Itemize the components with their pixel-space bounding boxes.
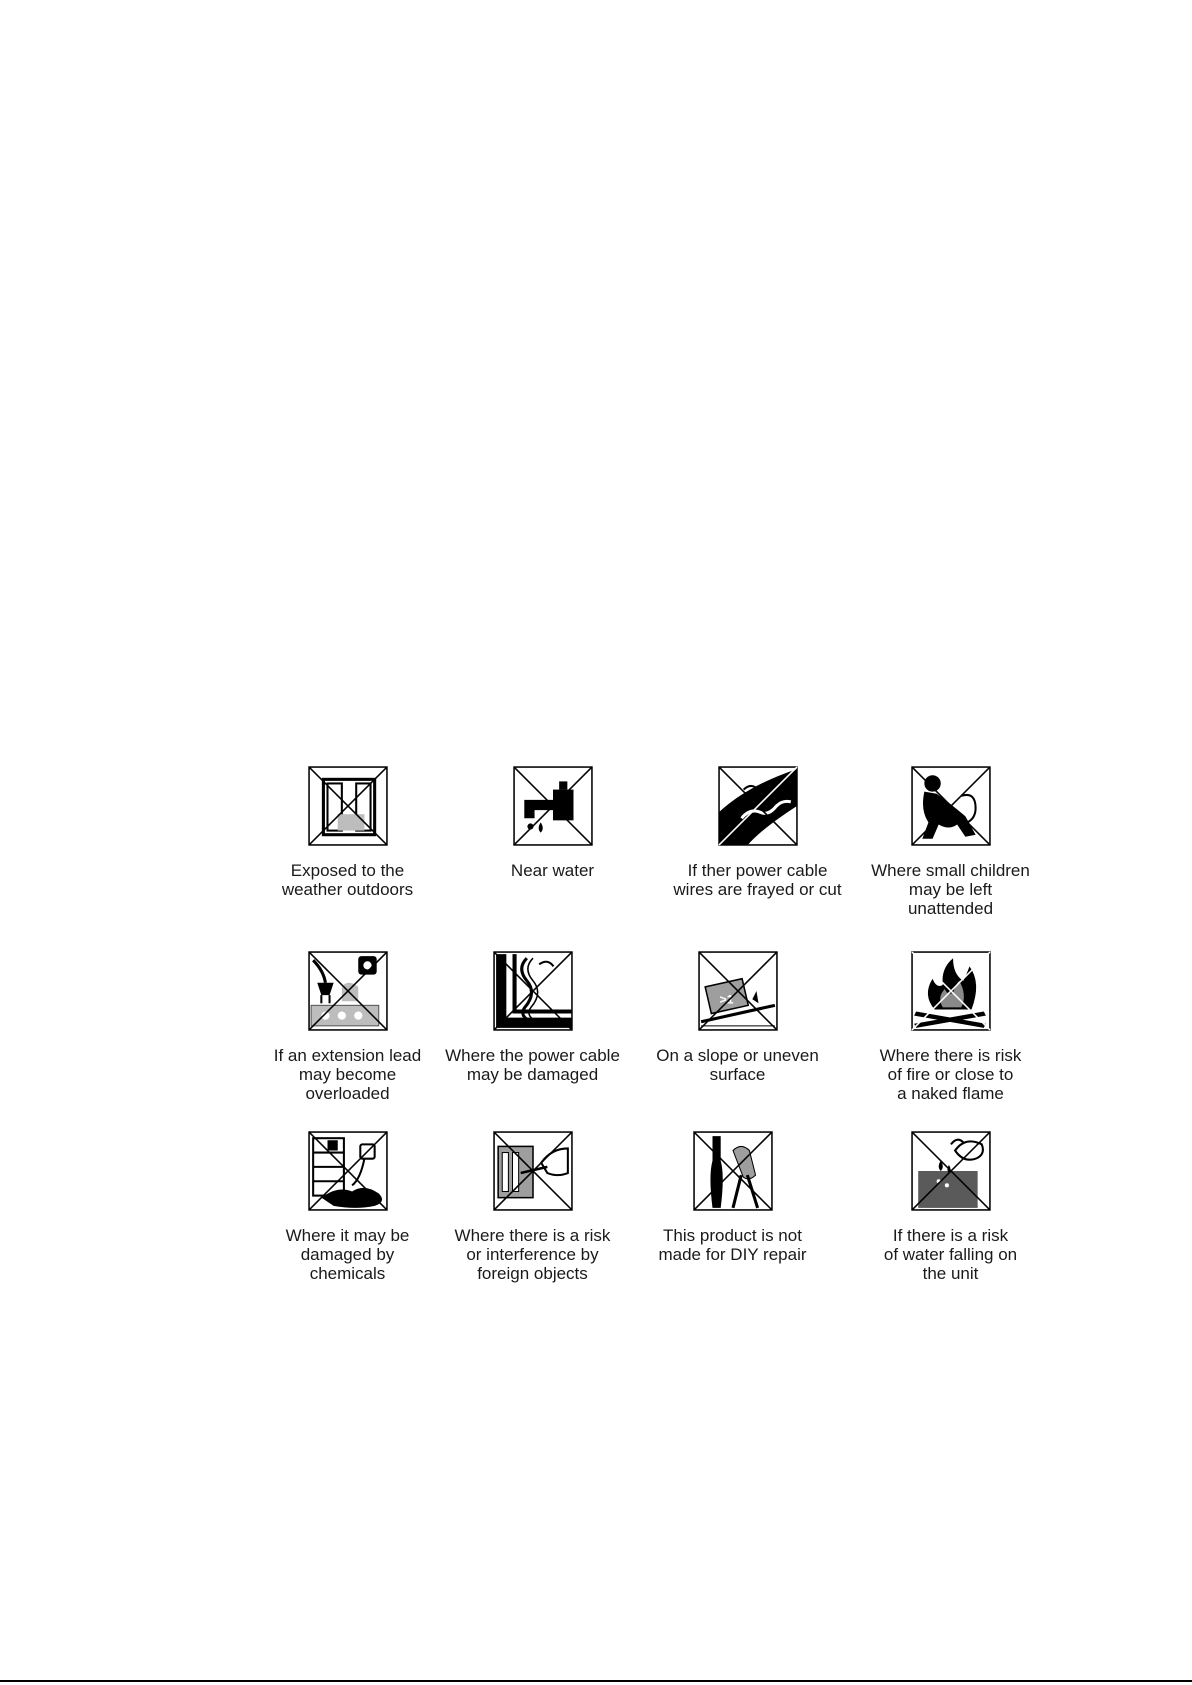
warning-item: Exposed to the weather outdoors	[250, 765, 445, 899]
damaged-cable-icon	[492, 950, 574, 1032]
svg-text:>1: >1	[719, 992, 734, 1007]
extension-lead-icon	[307, 950, 389, 1032]
warning-item: Where small children may be left unattended	[853, 765, 1048, 918]
chemicals-icon	[307, 1130, 389, 1212]
warning-item: If ther power cable wires are frayed or cut	[660, 765, 855, 899]
warning-item: Near water	[455, 765, 650, 880]
warning-item: Where the power cable may be damaged	[435, 950, 630, 1084]
warning-item: If an extension lead may become overloaded	[250, 950, 445, 1103]
slope-icon	[697, 950, 779, 1032]
warning-item: This product is not made for DIY repair	[635, 1130, 830, 1264]
window-icon	[307, 765, 389, 847]
child-icon	[910, 765, 992, 847]
tap-water-icon	[512, 765, 594, 847]
diy-repair-icon	[692, 1130, 774, 1212]
warning-item: If there is a risk of water falling on the unit	[853, 1130, 1048, 1283]
water-falling-icon	[910, 1130, 992, 1212]
warning-item: >1 On a slope or uneven surface	[640, 950, 835, 1084]
foreign-objects-icon	[492, 1130, 574, 1212]
warning-row	[250, 765, 1050, 965]
warning-row	[250, 950, 1050, 1150]
footer-rule	[0, 1680, 1192, 1682]
warning-row	[250, 1130, 1050, 1330]
frayed-cable-icon	[717, 765, 799, 847]
warning-item: Where there is risk of fire or close to a naked flame	[853, 950, 1048, 1103]
warning-item: Where it may be damaged by chemicals	[250, 1130, 445, 1283]
warning-item: Where there is a risk or interference by foreign objects	[435, 1130, 630, 1283]
fire-icon	[910, 950, 992, 1032]
